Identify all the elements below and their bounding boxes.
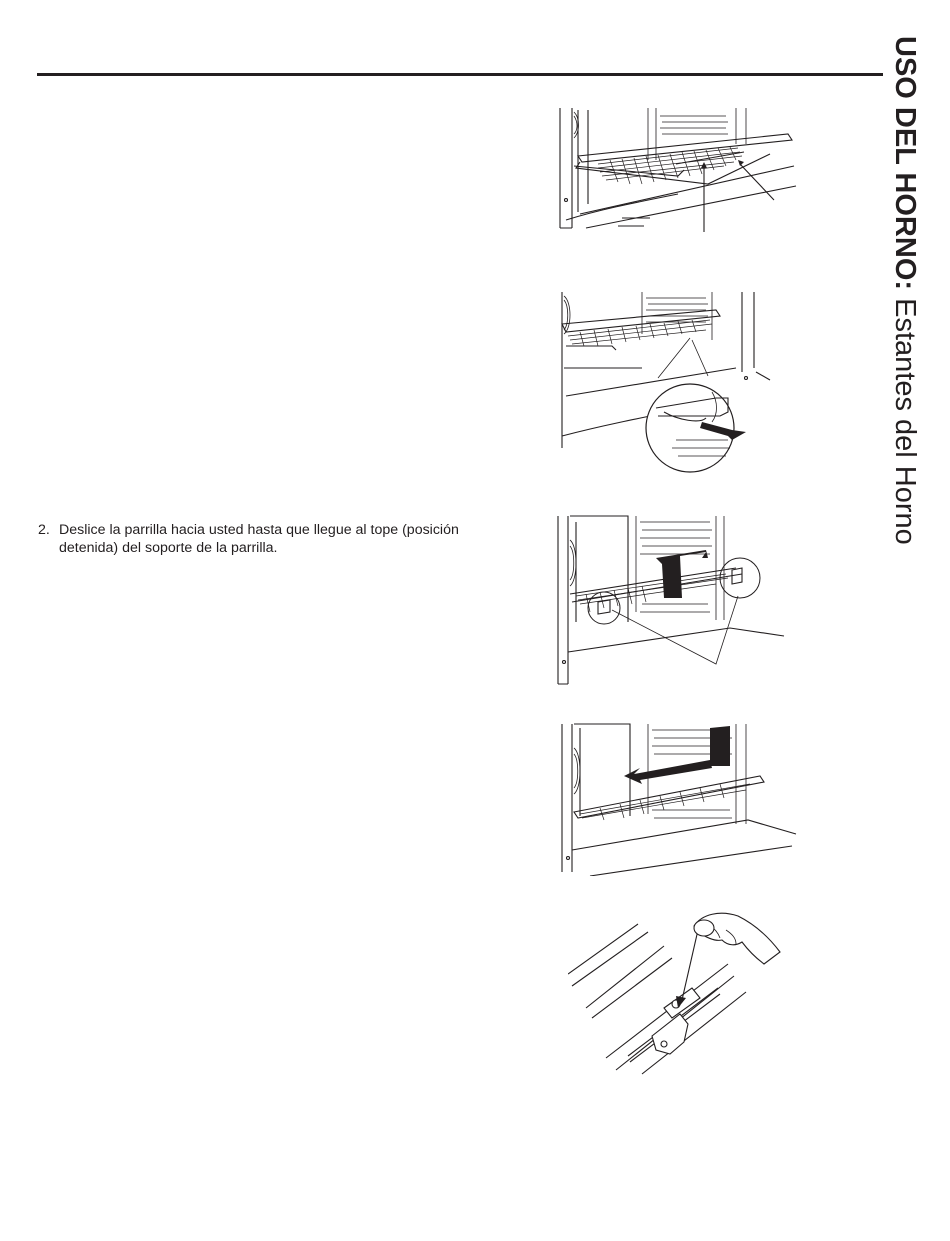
figure-rack-slide-out [560,720,800,876]
figure-hand-rack-clip [568,906,790,1078]
section-title-light: Estantes del Horno [889,290,921,545]
step-text: Deslice la parrilla hacia usted hasta que llegue al tope (posición detenida) del soporte de la parrilla. [59,522,459,556]
instruction-step [38,521,478,557]
section-title [884,36,934,611]
figure-rack-support-detail [560,288,772,473]
svg-text:USO DEL HORNO: Estantes del Ho [889,36,921,545]
step-number: 2. [38,522,50,538]
header-rule [37,73,883,76]
figure-rack-extended [558,104,800,234]
section-title-bold: USO DEL HORNO: [889,36,921,291]
figure-rack-lift-front [556,512,788,687]
